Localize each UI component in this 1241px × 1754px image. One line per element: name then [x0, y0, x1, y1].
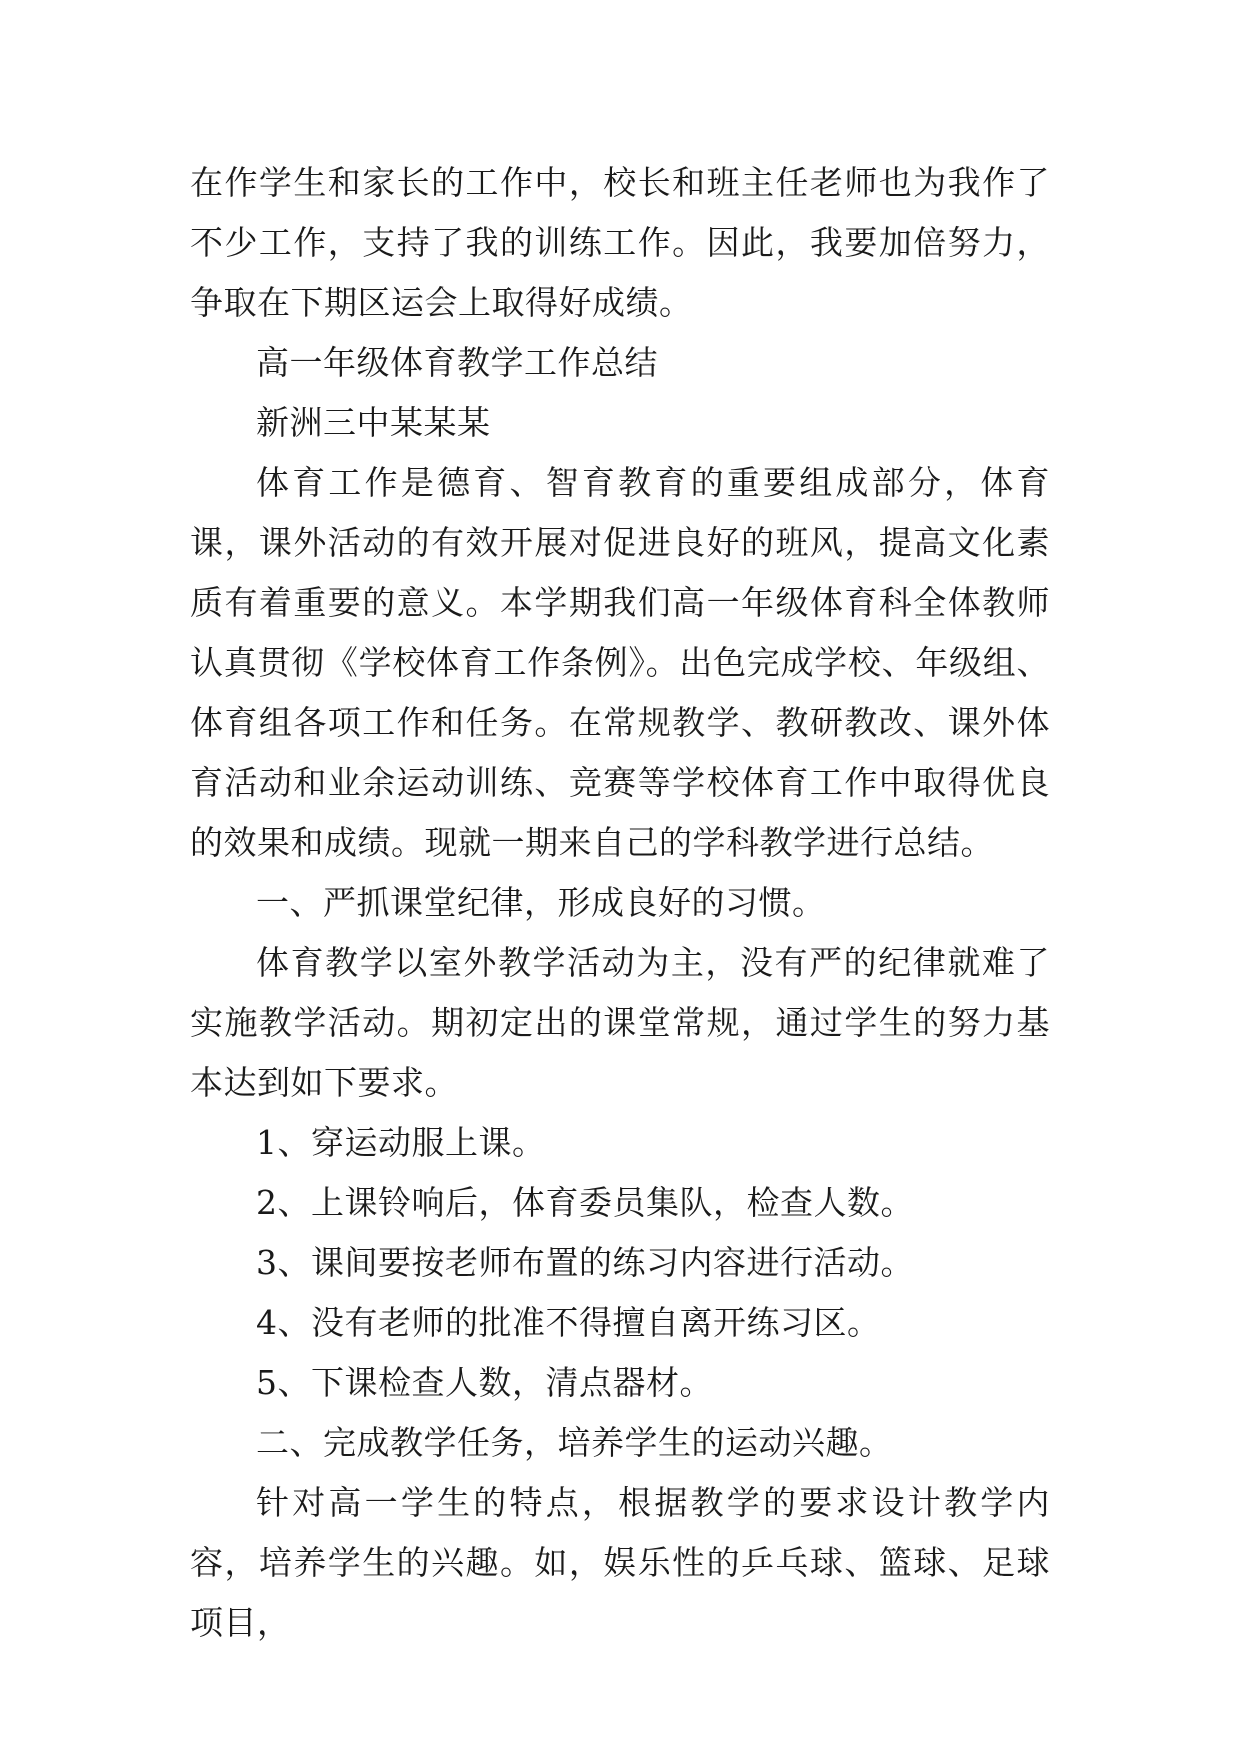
paragraph-intro: 在作学生和家长的工作中，校长和班主任老师也为我作了不少工作，支持了我的训练工作。因此，我要加倍努力，争取在下期区运会上取得好成绩。	[190, 163, 1050, 322]
list-item: 5、下课检查人数，清点器材。	[256, 1363, 713, 1402]
section-heading-2: 二、完成教学任务，培养学生的运动兴趣。	[256, 1423, 893, 1462]
paragraph-interest: 针对高一学生的特点，根据教学的要求设计教学内容，培养学生的兴趣。如，娱乐性的乒乓球、篮球、足球项目，	[190, 1483, 1050, 1642]
paragraph-discipline: 体育教学以室外教学活动为主，没有严的纪律就难了实施教学活动。期初定出的课堂常规，通过学生的努力基本达到如下要求。	[190, 943, 1050, 1102]
document-title: 高一年级体育教学工作总结	[256, 343, 658, 382]
list-item: 4、没有老师的批准不得擅自离开练习区。	[256, 1303, 881, 1342]
paragraph-overview: 体育工作是德育、智育教育的重要组成部分，体育课，课外活动的有效开展对促进良好的班风，提高文化素质有着重要的意义。本学期我们高一年级体育科全体教师认真贯彻《学校体育工作条例》。出色完成学校、年级组、体育组各项工作和任务。在常规教学、教研教改、课外体育活动和业余运动训练、竞赛等学校体育工作中取得优良的效果和成绩。现就一期来自己的学科教学进行总结。	[190, 463, 1050, 862]
list-item: 2、上课铃响后，体育委员集队，检查人数。	[256, 1183, 914, 1222]
document-author: 新洲三中某某某	[256, 403, 491, 442]
section-heading-1: 一、严抓课堂纪律，形成良好的习惯。	[256, 883, 826, 922]
list-item: 1、穿运动服上课。	[256, 1123, 546, 1162]
list-item: 3、课间要按老师布置的练习内容进行活动。	[256, 1243, 914, 1282]
document-body	[190, 153, 1050, 1653]
